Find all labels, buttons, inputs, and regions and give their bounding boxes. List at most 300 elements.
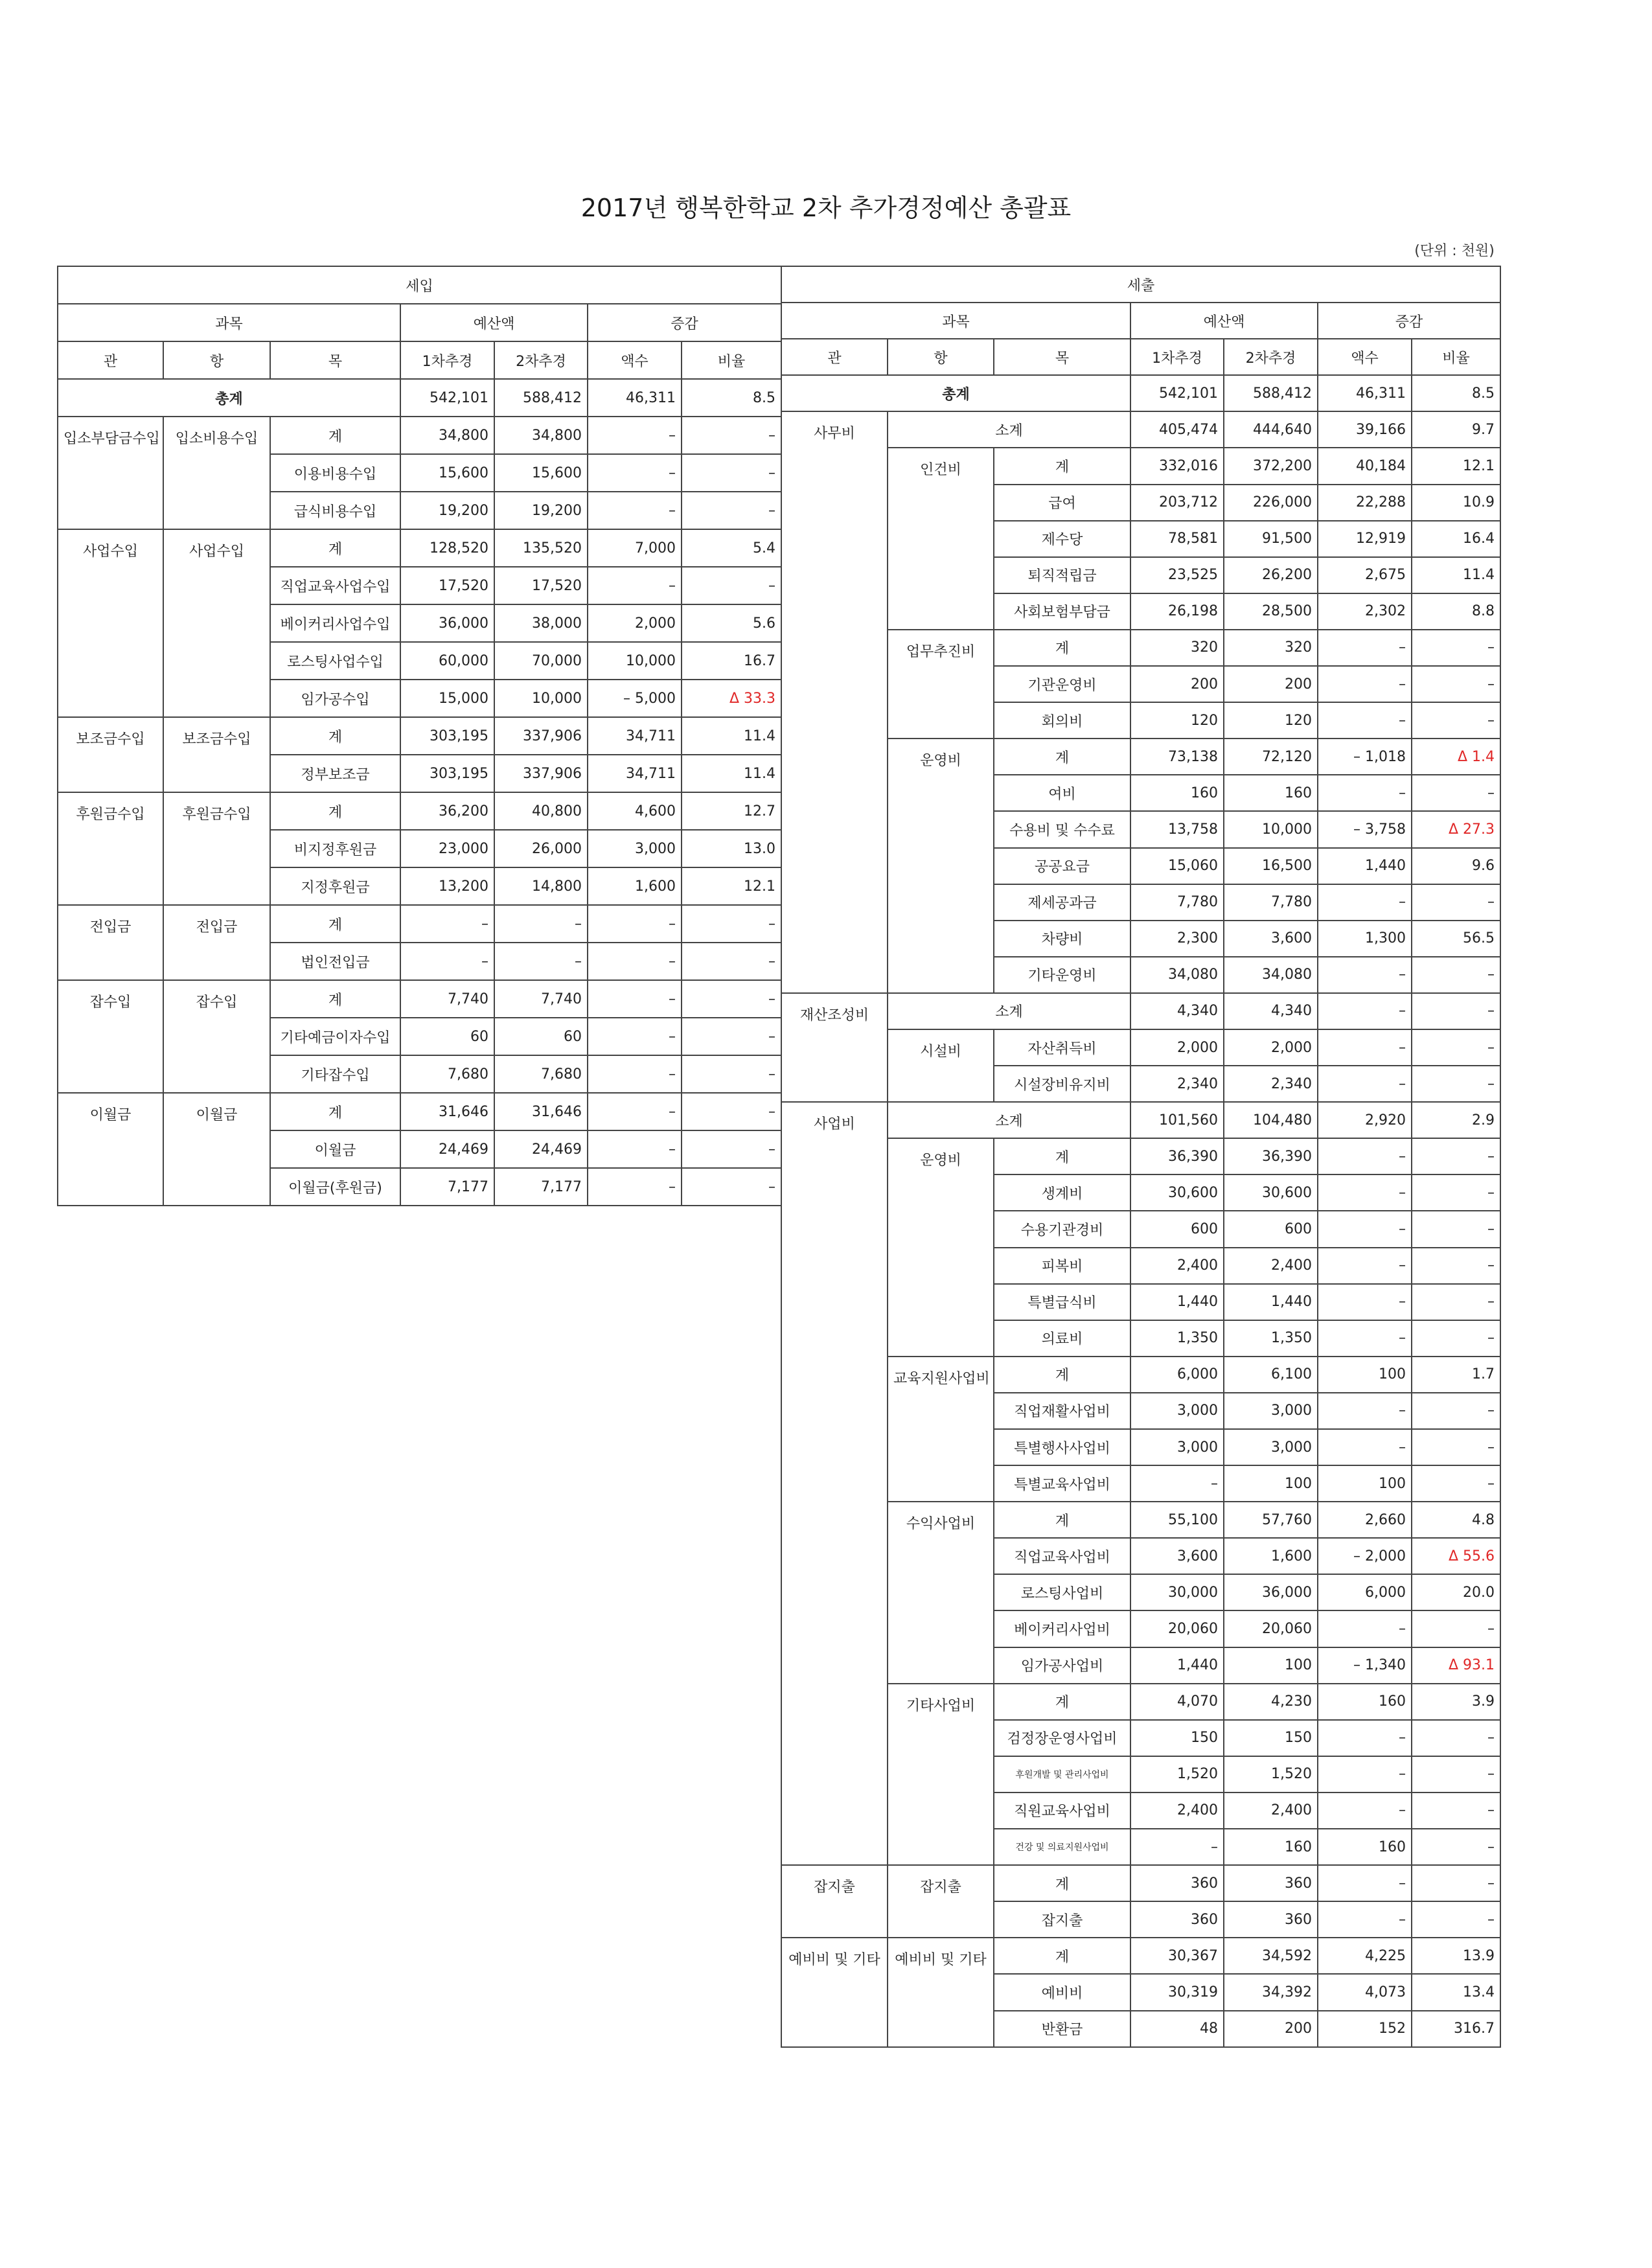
section-header-row: [58, 266, 781, 304]
first-value: –: [1130, 1829, 1224, 1865]
mok-cell: 베이커리사업비: [994, 1610, 1130, 1647]
second-value: 100: [1224, 1647, 1318, 1684]
subtotal-label: 소계: [888, 411, 1130, 448]
hang-cell: 보조금수입: [163, 717, 270, 755]
mok-cell: 급여: [994, 485, 1130, 521]
mok-cell: 계: [270, 417, 400, 454]
second-value: 7,680: [494, 1055, 588, 1093]
first-value: 7,780: [1130, 884, 1224, 921]
first-value: 2,400: [1130, 1793, 1224, 1829]
second-value: 7,740: [494, 980, 588, 1018]
hang-cell: [888, 1066, 994, 1102]
table-row: [58, 454, 781, 492]
hang-cell: 후원금수입: [163, 792, 270, 830]
ratio-value: –: [1412, 957, 1500, 993]
second-header: 2차추경: [494, 341, 588, 379]
hang-cell: [163, 642, 270, 680]
table-row: [781, 521, 1500, 557]
second-value: 320: [1224, 630, 1318, 666]
hang-cell: [888, 1829, 994, 1865]
table-row: [781, 1393, 1500, 1429]
amount-value: –: [588, 417, 682, 454]
table-row: [781, 1066, 1500, 1102]
ratio-value: –: [682, 1055, 781, 1093]
mok-cell: 직원교육사업비: [994, 1793, 1130, 1829]
ratio-value: 9.7: [1412, 411, 1500, 448]
ratio-value: –: [1412, 1393, 1500, 1429]
ratio-value: –: [1412, 993, 1500, 1029]
amount-value: 40,184: [1318, 448, 1412, 484]
mok-cell: 임가공사업비: [994, 1647, 1130, 1684]
table-row: [58, 642, 781, 680]
second-value: 1,440: [1224, 1284, 1318, 1320]
mok-cell: 비지정후원금: [270, 830, 400, 867]
mok-cell: 공공요금: [994, 848, 1130, 884]
gwan-cell: [781, 1974, 888, 2010]
mok-cell: 수용비 및 수수료: [994, 811, 1130, 847]
ratio-value: 12.1: [682, 867, 781, 905]
ratio-value: –: [682, 1018, 781, 1055]
gwan-cell: [781, 702, 888, 739]
amount-value: 7,000: [588, 529, 682, 567]
table-row: [58, 1130, 781, 1168]
mok-cell: 퇴직적립금: [994, 557, 1130, 593]
second-value: 72,120: [1224, 739, 1318, 775]
ratio-value: –: [1412, 884, 1500, 921]
first-value: 7,177: [400, 1168, 494, 1206]
first-header: 1차추경: [1130, 339, 1224, 375]
amount-value: –: [1318, 957, 1412, 993]
amount-value: 22,288: [1318, 485, 1412, 521]
ratio-value: 11.4: [682, 717, 781, 755]
table-row: [781, 1211, 1500, 1247]
first-value: 303,195: [400, 755, 494, 792]
hang-cell: [888, 1574, 994, 1610]
gwan-cell: [58, 604, 163, 642]
amount-value: 100: [1318, 1465, 1412, 1502]
amount-value: 2,675: [1318, 557, 1412, 593]
ratio-value: Δ 55.6: [1412, 1538, 1500, 1574]
hang-cell: [888, 593, 994, 630]
table-row: [781, 1829, 1500, 1865]
first-value: 320: [1130, 630, 1224, 666]
hang-header: 항: [888, 339, 994, 375]
second-value: 34,592: [1224, 1938, 1318, 1974]
gwan-cell: [781, 1248, 888, 1284]
amount-value: 34,711: [588, 755, 682, 792]
second-value: 36,390: [1224, 1138, 1318, 1174]
first-value: 1,350: [1130, 1320, 1224, 1357]
gwan-cell: 재산조성비: [781, 993, 888, 1029]
second-value: 3,600: [1224, 921, 1318, 957]
gwan-cell: [781, 2011, 888, 2047]
second-header: 2차추경: [1224, 339, 1318, 375]
first-value: 13,200: [400, 867, 494, 905]
gwan-cell: [58, 642, 163, 680]
table-row: [58, 905, 781, 943]
table-row: [58, 680, 781, 717]
first-value: 200: [1130, 666, 1224, 702]
table-row: [58, 529, 781, 567]
second-value: 7,780: [1224, 884, 1318, 921]
ratio-header: 비율: [1412, 339, 1500, 375]
hang-cell: [888, 521, 994, 557]
gwan-cell: [781, 593, 888, 630]
table-row: [781, 1502, 1500, 1538]
table-row: [781, 1756, 1500, 1793]
first-value: –: [400, 905, 494, 943]
gwan-cell: 전입금: [58, 905, 163, 943]
gwan-cell: [58, 1130, 163, 1168]
amount-value: – 3,758: [1318, 811, 1412, 847]
hang-cell: [888, 884, 994, 921]
hang-header: 항: [163, 341, 270, 379]
table-row: [781, 811, 1500, 847]
ratio-value: Δ 1.4: [1412, 739, 1500, 775]
mok-cell: 자산취득비: [994, 1029, 1130, 1066]
first-value: 2,300: [1130, 921, 1224, 957]
ratio-value: 9.6: [1412, 848, 1500, 884]
mok-cell: 계: [994, 1502, 1130, 1538]
hang-cell: [888, 1429, 994, 1465]
gwan-cell: [781, 1393, 888, 1429]
mok-cell: 차량비: [994, 921, 1130, 957]
table-row: [781, 1029, 1500, 1066]
gwan-cell: 사업비: [781, 1102, 888, 1138]
mok-cell: 베이커리사업수입: [270, 604, 400, 642]
page-title: 2017년 행복한학교 2차 추가경정예산 총괄표: [580, 194, 1072, 222]
hang-cell: [888, 1284, 994, 1320]
mok-cell: 잡지출: [994, 1901, 1130, 1938]
hang-cell: [888, 1901, 994, 1938]
table-row: [781, 1248, 1500, 1284]
mok-cell: 계: [994, 1938, 1130, 1974]
hang-cell: [163, 755, 270, 792]
mok-header: 목: [994, 339, 1130, 375]
expense-table: [781, 266, 1501, 2048]
mok-cell: 로스팅사업비: [994, 1574, 1130, 1610]
mok-cell: 직업재활사업비: [994, 1393, 1130, 1429]
hang-cell: [888, 557, 994, 593]
table-row: [58, 604, 781, 642]
mok-cell: 제세공과금: [994, 884, 1130, 921]
first-value: 60: [400, 1018, 494, 1055]
mok-cell: 수용기관경비: [994, 1211, 1130, 1247]
revenue-table: [57, 266, 782, 1206]
table-row: [781, 1538, 1500, 1574]
hang-cell: [163, 830, 270, 867]
gwan-cell: 이월금: [58, 1093, 163, 1130]
table-row: [781, 1793, 1500, 1829]
ratio-value: –: [1412, 1174, 1500, 1211]
table-row: [58, 1018, 781, 1055]
hang-cell: [888, 1211, 994, 1247]
first-value: 101,560: [1130, 1102, 1224, 1138]
first-value: 24,469: [400, 1130, 494, 1168]
second-value: 100: [1224, 1465, 1318, 1502]
second-value: 2,400: [1224, 1793, 1318, 1829]
table-row: [58, 717, 781, 755]
first-value: 332,016: [1130, 448, 1224, 484]
hang-cell: [888, 957, 994, 993]
table-row: [58, 567, 781, 604]
total-label: 총계: [58, 379, 400, 417]
second-value: 160: [1224, 775, 1318, 811]
second-value: 120: [1224, 702, 1318, 739]
first-value: 2,000: [1130, 1029, 1224, 1066]
amount-value: 1,300: [1318, 921, 1412, 957]
budget-header: 예산액: [400, 304, 588, 341]
second-value: 372,200: [1224, 448, 1318, 484]
second-value: 1,520: [1224, 1756, 1318, 1793]
ratio-value: –: [1412, 1901, 1500, 1938]
total-first: 542,101: [400, 379, 494, 417]
ratio-value: –: [682, 492, 781, 529]
ratio-value: 1.7: [1412, 1357, 1500, 1393]
ratio-value: –: [1412, 1029, 1500, 1066]
gwan-cell: [781, 448, 888, 484]
gwan-cell: [781, 1647, 888, 1684]
hang-cell: 운영비: [888, 1138, 994, 1174]
gwan-cell: [58, 867, 163, 905]
amount-value: –: [1318, 1066, 1412, 1102]
amount-value: –: [1318, 1393, 1412, 1429]
mok-cell: 계: [994, 1865, 1130, 1901]
table-row: [58, 1055, 781, 1093]
gwan-cell: [781, 1174, 888, 1211]
first-value: 30,367: [1130, 1938, 1224, 1974]
mok-cell: 계: [994, 1357, 1130, 1393]
second-value: 31,646: [494, 1093, 588, 1130]
first-value: 2,340: [1130, 1066, 1224, 1102]
mok-cell: 시설장비유지비: [994, 1066, 1130, 1102]
second-value: 70,000: [494, 642, 588, 680]
ratio-value: –: [1412, 1248, 1500, 1284]
first-value: 1,520: [1130, 1756, 1224, 1793]
section-header: 세출: [781, 266, 1500, 303]
hang-cell: [163, 867, 270, 905]
mok-cell: 제수당: [994, 521, 1130, 557]
amount-value: – 1,018: [1318, 739, 1412, 775]
ratio-value: –: [1412, 1138, 1500, 1174]
mok-header: 목: [270, 341, 400, 379]
hang-cell: [163, 604, 270, 642]
ratio-value: 8.8: [1412, 593, 1500, 630]
amount-value: 2,660: [1318, 1502, 1412, 1538]
ratio-value: –: [1412, 666, 1500, 702]
table-row: [781, 993, 1500, 1029]
hang-cell: [888, 848, 994, 884]
table-row: [58, 943, 781, 980]
hang-cell: [888, 1538, 994, 1574]
second-value: 160: [1224, 1829, 1318, 1865]
amount-value: –: [1318, 775, 1412, 811]
hang-cell: [888, 485, 994, 521]
gwan-cell: [58, 943, 163, 980]
amount-value: 6,000: [1318, 1574, 1412, 1610]
hang-cell: [888, 1974, 994, 2010]
first-value: 30,000: [1130, 1574, 1224, 1610]
mok-cell: 이용비용수입: [270, 454, 400, 492]
ratio-value: 5.6: [682, 604, 781, 642]
gwan-cell: [781, 1793, 888, 1829]
gwan-cell: [781, 1574, 888, 1610]
ratio-value: Δ 33.3: [682, 680, 781, 717]
amount-value: –: [1318, 1793, 1412, 1829]
table-row: [781, 1720, 1500, 1756]
table-row: [58, 492, 781, 529]
table-row: [781, 411, 1500, 448]
section-header-row: [781, 266, 1500, 303]
second-value: 60: [494, 1018, 588, 1055]
hang-cell: [888, 2011, 994, 2047]
hang-cell: [888, 1248, 994, 1284]
amount-value: –: [588, 1018, 682, 1055]
gwan-cell: 잡지출: [781, 1865, 888, 1901]
second-value: 360: [1224, 1901, 1318, 1938]
second-value: 20,060: [1224, 1610, 1318, 1647]
amount-value: 2,000: [588, 604, 682, 642]
first-value: 34,800: [400, 417, 494, 454]
hang-cell: 업무추진비: [888, 630, 994, 666]
hang-cell: 인건비: [888, 448, 994, 484]
amount-value: 1,600: [588, 867, 682, 905]
amount-value: –: [1318, 702, 1412, 739]
mok-cell: 기타예금이자수입: [270, 1018, 400, 1055]
ratio-value: 5.4: [682, 529, 781, 567]
first-value: 4,340: [1130, 993, 1224, 1029]
first-value: 23,000: [400, 830, 494, 867]
change-header: 증감: [1318, 303, 1500, 339]
subtotal-label: 소계: [888, 1102, 1130, 1138]
ratio-value: –: [1412, 1211, 1500, 1247]
first-value: 26,198: [1130, 593, 1224, 630]
ratio-value: –: [1412, 1284, 1500, 1320]
total-amount: 46,311: [1318, 375, 1412, 411]
table-row: [58, 867, 781, 905]
table-row: [781, 1974, 1500, 2010]
table-row: [58, 792, 781, 830]
first-value: 600: [1130, 1211, 1224, 1247]
column-header-row: [58, 341, 781, 379]
second-value: 135,520: [494, 529, 588, 567]
amount-value: –: [1318, 1720, 1412, 1756]
total-amount: 46,311: [588, 379, 682, 417]
first-value: 360: [1130, 1901, 1224, 1938]
first-value: 1,440: [1130, 1284, 1224, 1320]
first-value: 7,740: [400, 980, 494, 1018]
hang-cell: [163, 1168, 270, 1206]
hang-cell: 잡수입: [163, 980, 270, 1018]
mok-cell: 사회보험부담금: [994, 593, 1130, 630]
ratio-value: –: [1412, 1429, 1500, 1465]
first-value: 31,646: [400, 1093, 494, 1130]
second-value: 1,350: [1224, 1320, 1318, 1357]
first-value: 303,195: [400, 717, 494, 755]
ratio-value: 12.7: [682, 792, 781, 830]
ratio-value: 3.9: [1412, 1684, 1500, 1720]
amount-value: 160: [1318, 1684, 1412, 1720]
table-row: [781, 1938, 1500, 1974]
hang-cell: [163, 1018, 270, 1055]
hang-cell: [888, 1465, 994, 1502]
first-value: 17,520: [400, 567, 494, 604]
mok-cell: 반환금: [994, 2011, 1130, 2047]
amount-value: –: [1318, 630, 1412, 666]
total-ratio: 8.5: [1412, 375, 1500, 411]
first-value: 13,758: [1130, 811, 1224, 847]
gwan-cell: [781, 739, 888, 775]
first-value: 73,138: [1130, 739, 1224, 775]
first-value: 2,400: [1130, 1248, 1224, 1284]
hang-cell: [163, 1130, 270, 1168]
second-value: 2,340: [1224, 1066, 1318, 1102]
amount-value: –: [1318, 1610, 1412, 1647]
unit-label: (단위 : 천원): [1414, 243, 1495, 259]
first-value: 360: [1130, 1865, 1224, 1901]
hang-cell: [888, 1756, 994, 1793]
gwan-cell: [781, 1684, 888, 1720]
gwan-cell: [58, 492, 163, 529]
second-value: 15,600: [494, 454, 588, 492]
first-value: 23,525: [1130, 557, 1224, 593]
first-value: 30,319: [1130, 1974, 1224, 2010]
amount-value: –: [1318, 1248, 1412, 1284]
hang-cell: [163, 943, 270, 980]
amount-value: –: [1318, 993, 1412, 1029]
gwan-cell: [781, 811, 888, 847]
amount-value: –: [588, 1055, 682, 1093]
mok-cell: 계: [270, 980, 400, 1018]
second-value: 26,200: [1224, 557, 1318, 593]
ratio-value: 4.8: [1412, 1502, 1500, 1538]
ratio-value: 13.9: [1412, 1938, 1500, 1974]
ratio-value: –: [1412, 1610, 1500, 1647]
first-value: 15,000: [400, 680, 494, 717]
first-value: 15,060: [1130, 848, 1224, 884]
table-row: [781, 1465, 1500, 1502]
table-row: [781, 448, 1500, 484]
gwan-cell: 사무비: [781, 411, 888, 448]
hang-cell: 시설비: [888, 1029, 994, 1066]
gwan-cell: [781, 921, 888, 957]
mok-cell: 직업교육사업수입: [270, 567, 400, 604]
table-row: [781, 1429, 1500, 1465]
amount-value: –: [588, 454, 682, 492]
gwan-cell: [781, 521, 888, 557]
first-value: 3,000: [1130, 1429, 1224, 1465]
amount-value: 160: [1318, 1829, 1412, 1865]
amount-value: –: [1318, 666, 1412, 702]
amount-value: 4,600: [588, 792, 682, 830]
amount-value: –: [1318, 1284, 1412, 1320]
second-value: 200: [1224, 666, 1318, 702]
first-value: –: [400, 943, 494, 980]
second-value: 2,400: [1224, 1248, 1318, 1284]
amount-value: 10,000: [588, 642, 682, 680]
mok-cell: 직업교육사업비: [994, 1538, 1130, 1574]
hang-cell: [163, 492, 270, 529]
second-value: 57,760: [1224, 1502, 1318, 1538]
ratio-value: 11.4: [682, 755, 781, 792]
table-row: [781, 739, 1500, 775]
second-value: 150: [1224, 1720, 1318, 1756]
amount-value: –: [588, 980, 682, 1018]
second-value: 337,906: [494, 717, 588, 755]
amount-value: –: [1318, 1756, 1412, 1793]
mok-cell: 후원개발 및 관리사업비: [994, 1756, 1130, 1793]
gwan-cell: [781, 1284, 888, 1320]
